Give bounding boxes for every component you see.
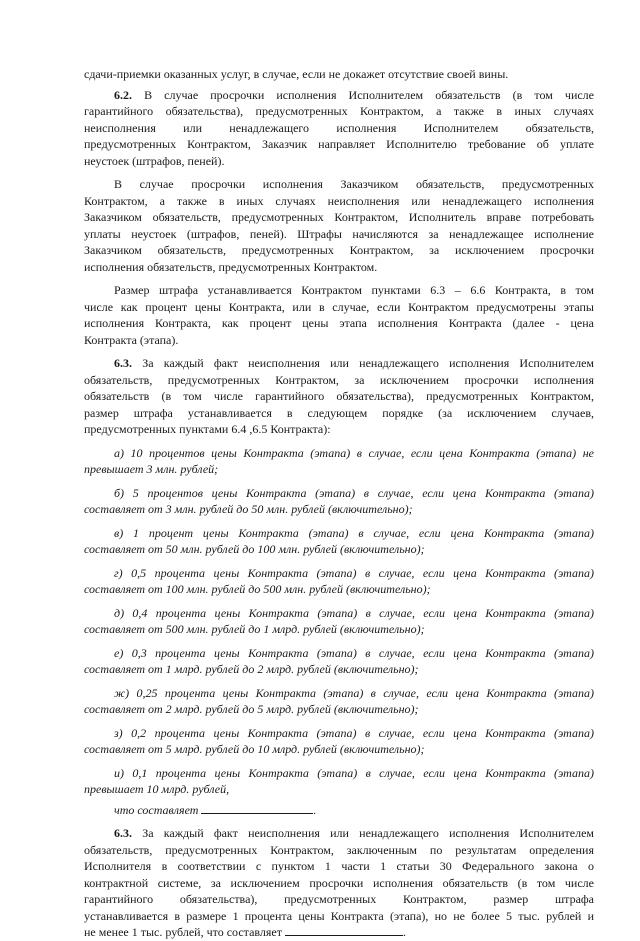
clause-number: 6.3. [114, 826, 132, 840]
text-line: составляет от 2 млрд. рублей до 5 млрд. рублей (включительно); [84, 702, 419, 716]
text-line: составляет от 500 млн. рублей до 1 млрд. рублей (включительно); [84, 622, 425, 636]
list-item [84, 605, 592, 638]
list-item [84, 765, 592, 798]
text-line: неустоек (штрафов, пеней). [84, 153, 225, 168]
text-line: В случае просрочки исполнения Заказчиком обязательств, предусмотренных [114, 177, 594, 191]
list-item [84, 725, 592, 758]
list-item [84, 645, 592, 678]
text-line: составляет от 1 млрд. рублей до 2 млрд. рублей (включительно); [84, 662, 419, 676]
text-line: обязательств (в том числе гарантийного обязательства), предусмотренных Контрактом, [84, 389, 594, 403]
text-line: в) 1 процент цены Контракта (этапа) в случае, если цена Контракта (этапа) [114, 525, 594, 540]
text-line: з) 0,2 процента цены Контракта (этапа) в случае, если цена Контракта (этапа) [114, 725, 594, 740]
text-line: и) 0,1 процента цены Контракта (этапа) в случае, если цена Контракта (этапа) [114, 765, 594, 780]
list-item [84, 685, 592, 718]
amount-blank-field[interactable] [201, 803, 313, 814]
text-line: предусмотренных пунктами 6.4 ,6.5 Контракта): [84, 422, 331, 436]
clause-number: 6.3. [114, 356, 132, 370]
text-line: Размер штрафа устанавливается Контрактом пунктами 6.3 – 6.6 Контракта, в том [114, 283, 594, 297]
text-line: числе как процент цены Контракта, или в случае, если Контрактом предусмотрены этапы [84, 299, 594, 314]
text-line: 6.3. За каждый факт неисполнения или ненадлежащего исполнения Исполнителем [114, 826, 594, 840]
text-line: превышает 10 млрд. рублей, [84, 782, 230, 796]
text-line: составляет от 3 млн. рублей до 50 млн. рублей (включительно); [84, 502, 413, 516]
text-line: гарантийного обязательства), предусмотренных Контрактом, а также в иных случаях [84, 104, 594, 118]
text-line: исполнения обязательств, предусмотренных Контрактом. [84, 259, 378, 274]
text-line: обязательств, предусмотренных Контрактом, заключенным по результатам определения [84, 842, 594, 857]
text-line: превышает 3 млн. рублей; [84, 462, 219, 476]
text-line: Заказчиком обязательств, предусмотренных Контрактом, Исполнитель вправе потребовать [84, 210, 594, 224]
text-line: Заказчиком обязательств, предусмотренных Контрактом, за исключением просрочки [84, 243, 594, 257]
text-line: а) 10 процентов цены Контракта (этапа) в случае, если цена Контракта (этапа) не [114, 445, 594, 460]
text-line: б) 5 процентов цены Контракта (этапа) в случае, если цена Контракта (этапа) [114, 485, 594, 500]
amount-line: что составляет . [114, 802, 317, 817]
list-item [84, 445, 592, 478]
text-line: исполнения Контракта, как процент цены этапа исполнения Контракта (далее - цена [84, 316, 594, 330]
fine-list [84, 445, 592, 819]
text-line: устанавливается в размере 1 процента цены Контракта (этапа), но не более 5 тыс. рублей и [84, 908, 594, 923]
paragraph-6-3-smp [84, 825, 592, 941]
text-line: составляет от 5 млрд. рублей до 10 млрд. рублей (включительно); [84, 742, 425, 756]
list-item [84, 565, 592, 598]
text-line: размер штрафа устанавливается в следующем порядке (за исключением случаев, [84, 405, 594, 420]
amount-blank-field[interactable] [285, 925, 403, 936]
text-line: 6.3. За каждый факт неисполнения или ненадлежащего исполнения Исполнителем [114, 356, 594, 370]
paragraph-6-2-fine-size [84, 282, 592, 348]
text-line: сдачи-приемки оказанных услуг, в случае, если не докажет отсутствие своей вины. [84, 67, 509, 81]
text-line: составляет от 100 млн. рублей до 500 млн. рублей (включительно); [84, 582, 431, 596]
text-line: обязательств, предусмотренных Контрактом, за исключением просрочки исполнения [84, 372, 594, 387]
text-line: Контракта (этапа). [84, 332, 179, 347]
text-line: г) 0,5 процента цены Контракта (этапа) в случае, если цена Контракта (этапа) [114, 565, 594, 580]
text-line: составляет от 50 млн. рублей до 100 млн. рублей (включительно); [84, 542, 425, 556]
text-line: контрактной системе, за исключением просрочки исполнения обязательств (в том числе [84, 875, 594, 890]
text-line: уплаты неустоек (штрафов, пеней). Штрафы начисляются за ненадлежащее исполнение [84, 226, 594, 241]
text-line: Исполнителя в соответствии с пунктом 1 части 1 статьи 30 Федерального закона о [84, 859, 594, 873]
paragraph-6-3 [84, 355, 592, 438]
text-line: гарантийного обязательства), предусмотренных Контрактом, размер штрафа [84, 892, 594, 906]
text-line: Контрактом, а также в иных случаях неисполнения или ненадлежащего исполнения [84, 193, 594, 208]
text-line: предусмотренных Контрактом, Заказчик направляет Исполнителю требование об уплате [84, 137, 594, 151]
text-line: е) 0,3 процента цены Контракта (этапа) в случае, если цена Контракта (этапа) [114, 645, 594, 660]
paragraph-6-2 [84, 87, 592, 170]
paragraph-6-2-customer [84, 176, 592, 275]
amount-line: не менее 1 тыс. рублей, что составляет . [84, 925, 406, 939]
text-line: д) 0,4 процента цены Контракта (этапа) в случае, если цена Контракта (этапа) [114, 605, 594, 620]
list-item [84, 485, 592, 518]
clause-number: 6.2. [114, 87, 132, 102]
list-item [84, 525, 592, 558]
text-line: ж) 0,25 процента цены Контракта (этапа) в случае, если цена Контракта (этапа) [114, 685, 594, 700]
text-line: 6.2. В случае просрочки исполнения Исполнителем обязательств (в том числе [114, 87, 594, 102]
text-line: неисполнения или ненадлежащего исполнения Исполнителем обязательств, [84, 120, 594, 135]
